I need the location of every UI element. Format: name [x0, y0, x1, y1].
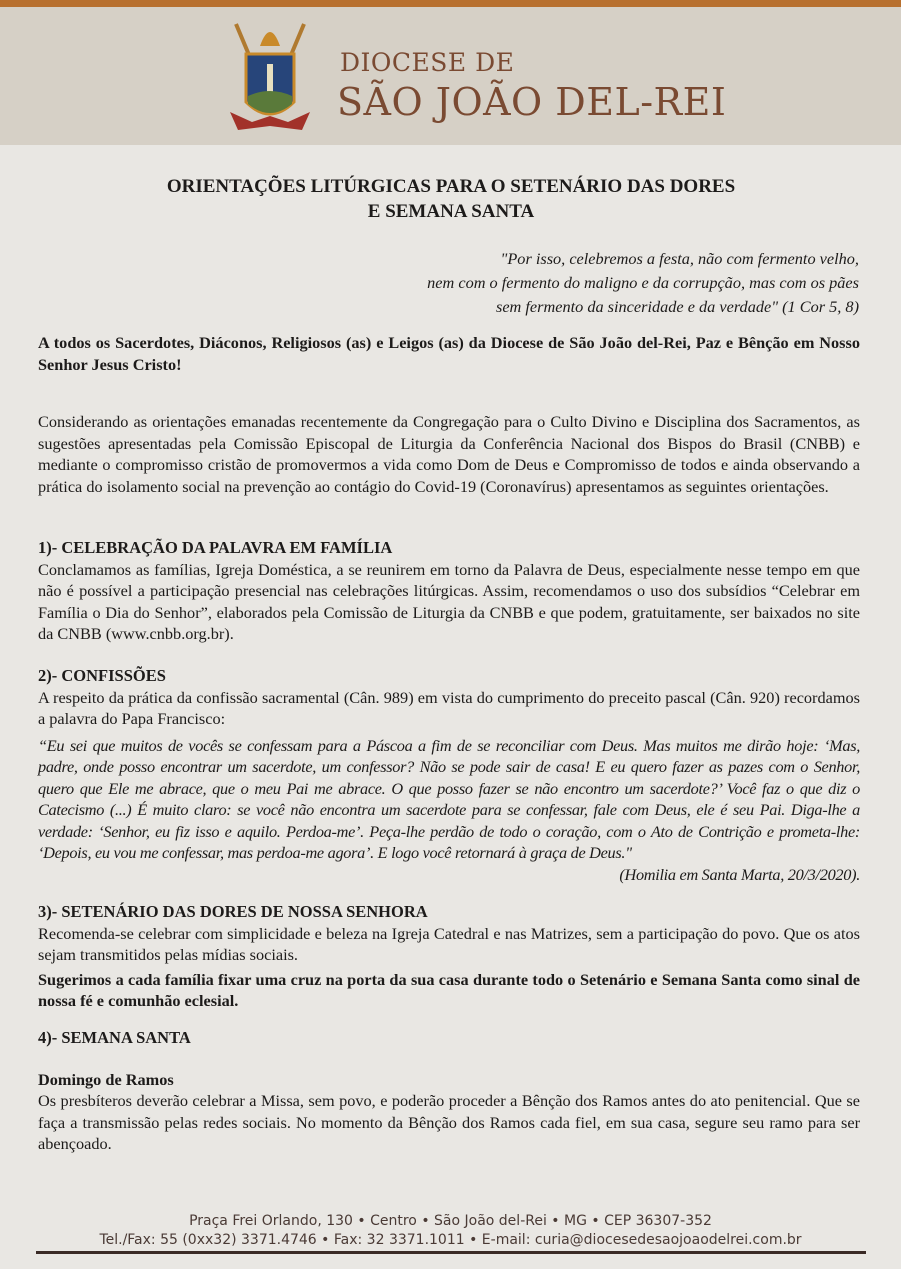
section-body: Recomenda-se celebrar com simplicidade e beleza na Igreja Catedral e nas Matrizes, sem a participação do povo. Que os atos sejam transmitidos pelas mídias sociais.: [38, 923, 860, 964]
quote-citation: (Homilia em Santa Marta, 20/3/2020).: [619, 864, 860, 884]
title-line2: E SEMANA SANTA: [367, 201, 535, 222]
pope-quote: [38, 735, 860, 884]
footer-line1: Praça Frei Orlando, 130 • Centro • São João del-Rei • MG • CEP 36307-352: [189, 1213, 712, 1229]
footer-address: [0, 1212, 901, 1250]
section-heading: 1)- CELEBRAÇÃO DA PALAVRA EM FAMÍLIA: [38, 538, 393, 557]
section-body: Conclamamos as famílias, Igreja Doméstica, a se reunirem em torno da Palavra de Deus, especialmente nesse tempo em que não é possível a participação presencial nas celebrações litúrgicas. Assim, recomendamos o uso dos subsídios “Celebrar em Família o Dia do Senhor”, elaborados pela Comissão de Liturgia da CNBB e que podem, gratuitamente, ser baixados no site da CNBB (www.cnbb.org.br).: [38, 559, 860, 643]
footer-line2: Tel./Fax: 55 (0xx32) 3371.4746 • Fax: 32 3371.1011 • E-mail: curia@diocesedesaojoaodelrei.com.br: [99, 1232, 802, 1248]
title-line1: ORIENTAÇÕES LITÚRGICAS PARA O SETENÁRIO DAS DORES: [166, 176, 736, 197]
document-title: [40, 174, 862, 224]
footer-divider: [36, 1251, 866, 1254]
letterhead-line2: SÃO JOÃO DEL-REI: [337, 80, 727, 124]
diocese-crest-logo: [222, 16, 318, 138]
section-1: [38, 537, 860, 645]
epigraph-line: "Por isso, celebremos a festa, não com fermento velho,: [500, 249, 859, 268]
section-2: [38, 665, 860, 885]
letterhead-line1: DIOCESE DE: [340, 48, 515, 77]
section-3: [38, 901, 860, 1012]
epigraph: [299, 247, 859, 319]
section-4: [38, 1027, 860, 1155]
section-heading: 3)- SETENÁRIO DAS DORES DE NOSSA SENHORA: [38, 902, 428, 921]
section-heading: 4)- SEMANA SANTA: [38, 1028, 191, 1047]
epigraph-line: nem com o fermento do maligno e da corrupção, mas com os pães: [427, 273, 859, 292]
intro-paragraph: Considerando as orientações emanadas recentemente da Congregação para o Culto Divino e Disciplina dos Sacramentos, as sugestões apresentadas pela Comissão Episcopal de Liturgia da Conferência Nacional dos Bispos do Brasil (CNBB) e mediante o compromisso cristão de promovermos a vida como Dom de Deus e Compromisso de todos e ainda observando a prática do isolamento social na prevenção ao contágio do Covid-19 (Coronavírus) apresentamos as seguintes orientações.: [38, 412, 860, 496]
quote-text: “Eu sei que muitos de vocês se confessam para a Páscoa a fim de se reconciliar com Deus. Mas muitos me dirão hoje: ‘Mas, padre, onde posso encontrar um sacerdote, um confessor? Não se pode sair de casa! E eu quero fazer as pazes com o Senhor, quero que Ele me abrace, que o meu Pai me abrace. O que posso fazer se não encontro um sacerdote?’ Você faz o que diz o Catecismo (...) É muito claro: se você não encontra um sacerdote para se confessar, fale com Deus, ele é seu Pai. Diga-lhe a verdade: ‘Senhor, eu fiz isso e aquilo. Perdoa-me’. Peça-lhe perdão de todo o coração, com o Ato de Contrição e prometa-lhe: ‘Depois, eu vou me confessar, mas perdoa-me agora’. E logo você retornará à graça de Deus.": [38, 735, 860, 862]
section-subheading: Domingo de Ramos: [38, 1069, 174, 1089]
section-body: A respeito da prática da confissão sacramental (Cân. 989) em vista do cumprimento do preceito pascal (Cân. 920) recordamos a palavra do Papa Francisco:: [38, 687, 860, 728]
section-bold-note: Sugerimos a cada família fixar uma cruz na porta da sua casa durante todo o Setenário e Semana Santa como sinal de nossa fé e comunhão eclesial.: [38, 969, 860, 1010]
section-body: Os presbíteros deverão celebrar a Missa, sem povo, e poderão proceder a Bênção dos Ramos antes do ato penitencial. Que se faça a transmissão pelas redes sociais. No momento da Bênção dos Ramos cada fiel, em sua casa, segure seu ramo para ser abençoado.: [38, 1091, 860, 1153]
section-heading: 2)- CONFISSÕES: [38, 666, 166, 685]
epigraph-line: sem fermento da sinceridade e da verdade" (1 Cor 5, 8): [496, 297, 859, 316]
greeting: A todos os Sacerdotes, Diáconos, Religiosos (as) e Leigos (as) da Diocese de São João del-Rei, Paz e Bênção em Nosso Senhor Jesus Cristo!: [38, 333, 860, 374]
top-edge: [0, 0, 901, 7]
